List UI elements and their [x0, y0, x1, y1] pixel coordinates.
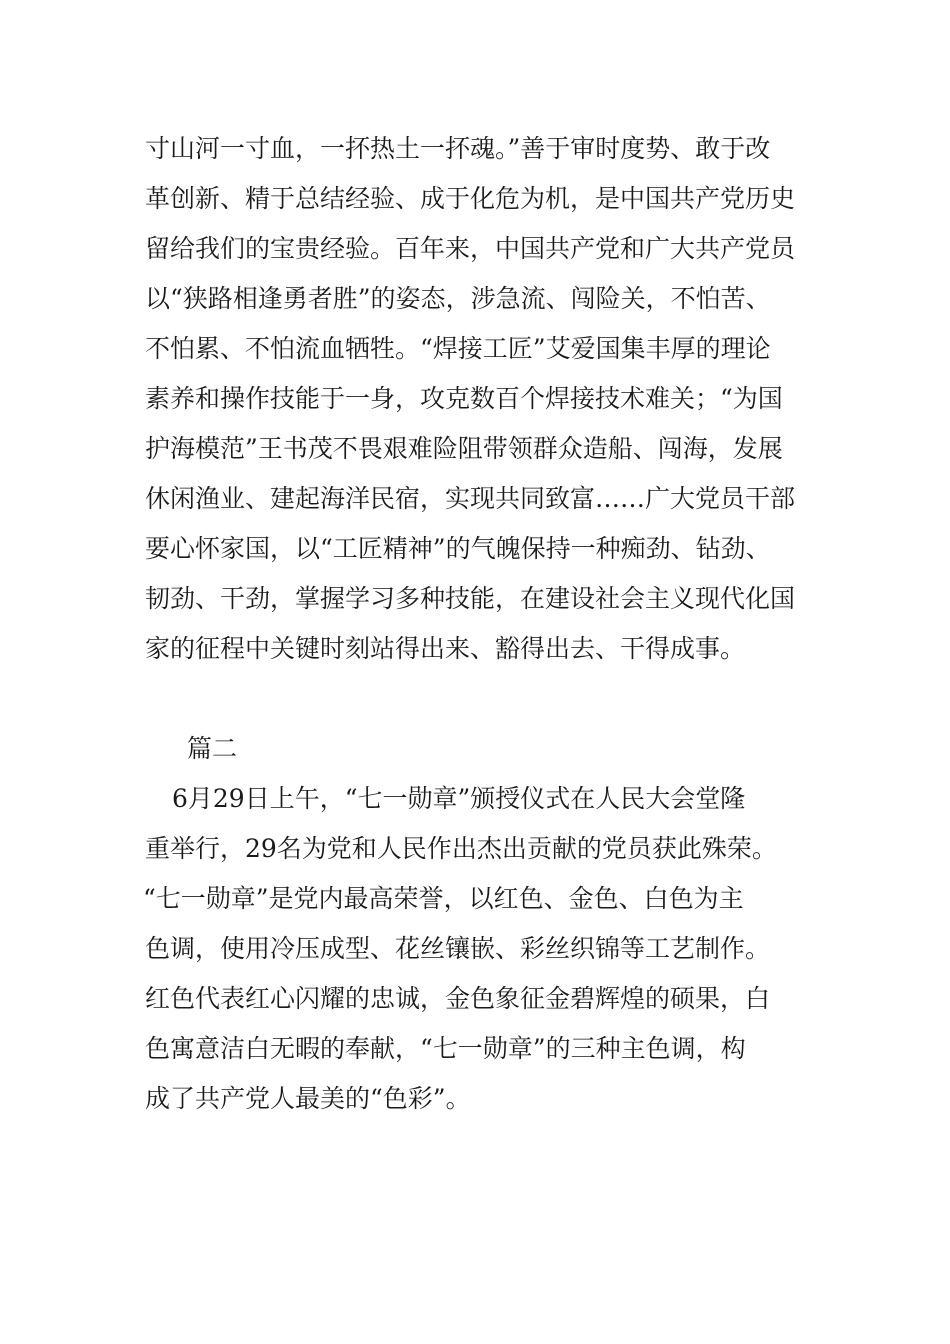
- paragraph-line: 素养和操作技能于一身，攻克数百个焊接技术难关；“为国: [145, 384, 783, 413]
- paragraph-line: 6月29日上午，“七一勋章”颁授仪式在人民大会堂隆: [172, 784, 746, 813]
- paragraph-line: 韧劲、干劲，掌握学习多种技能，在建设社会主义现代化国: [145, 584, 796, 613]
- paragraph-line: 家的征程中关键时刻站得出来、豁得出去、干得成事。: [145, 634, 746, 663]
- paragraph-line: 休闲渔业、建起海洋民宿，实现共同致富……广大党员干部: [145, 484, 796, 513]
- paragraph-line: 不怕累、不怕流血牺牲。“焊接工匠”艾爱国集丰厚的理论: [145, 334, 771, 363]
- paragraph-line: 成了共产党人最美的“色彩”。: [145, 1084, 471, 1113]
- paragraph-line: 要心怀家国，以“工匠精神”的气魄保持一种痴劲、钻劲、: [145, 534, 771, 563]
- paragraph-line: 寸山河一寸血，一抔热土一抔魂。”善于审时度势、敢于改: [145, 134, 771, 163]
- paragraph-line: 红色代表红心闪耀的忠诚，金色象征金碧辉煌的硕果，白: [145, 984, 771, 1013]
- paragraph-line: 色调，使用冷压成型、花丝镶嵌、彩丝织锦等工艺制作。: [145, 934, 771, 963]
- paragraph-line: 以“狭路相逢勇者胜”的姿态，涉急流、闯险关，不怕苦、: [145, 284, 771, 313]
- paragraph-line: 护海模范”王书茂不畏艰难险阻带领群众造船、闯海，发展: [145, 434, 783, 463]
- section-heading: 篇二: [187, 734, 238, 763]
- paragraph-line: “七一勋章”是党内最高荣誉，以红色、金色、白色为主: [143, 884, 744, 913]
- paragraph-line: 留给我们的宝贵经验。百年来，中国共产党和广大共产党员: [145, 234, 796, 263]
- paragraph-line: 色寓意洁白无暇的奉献，“七一勋章”的三种主色调，构: [145, 1034, 746, 1063]
- paragraph-line: 重举行，29名为党和人民作出杰出贡献的党员获此殊荣。: [145, 834, 777, 863]
- paragraph-line: 革创新、精于总结经验、成于化危为机，是中国共产党历史: [145, 184, 796, 213]
